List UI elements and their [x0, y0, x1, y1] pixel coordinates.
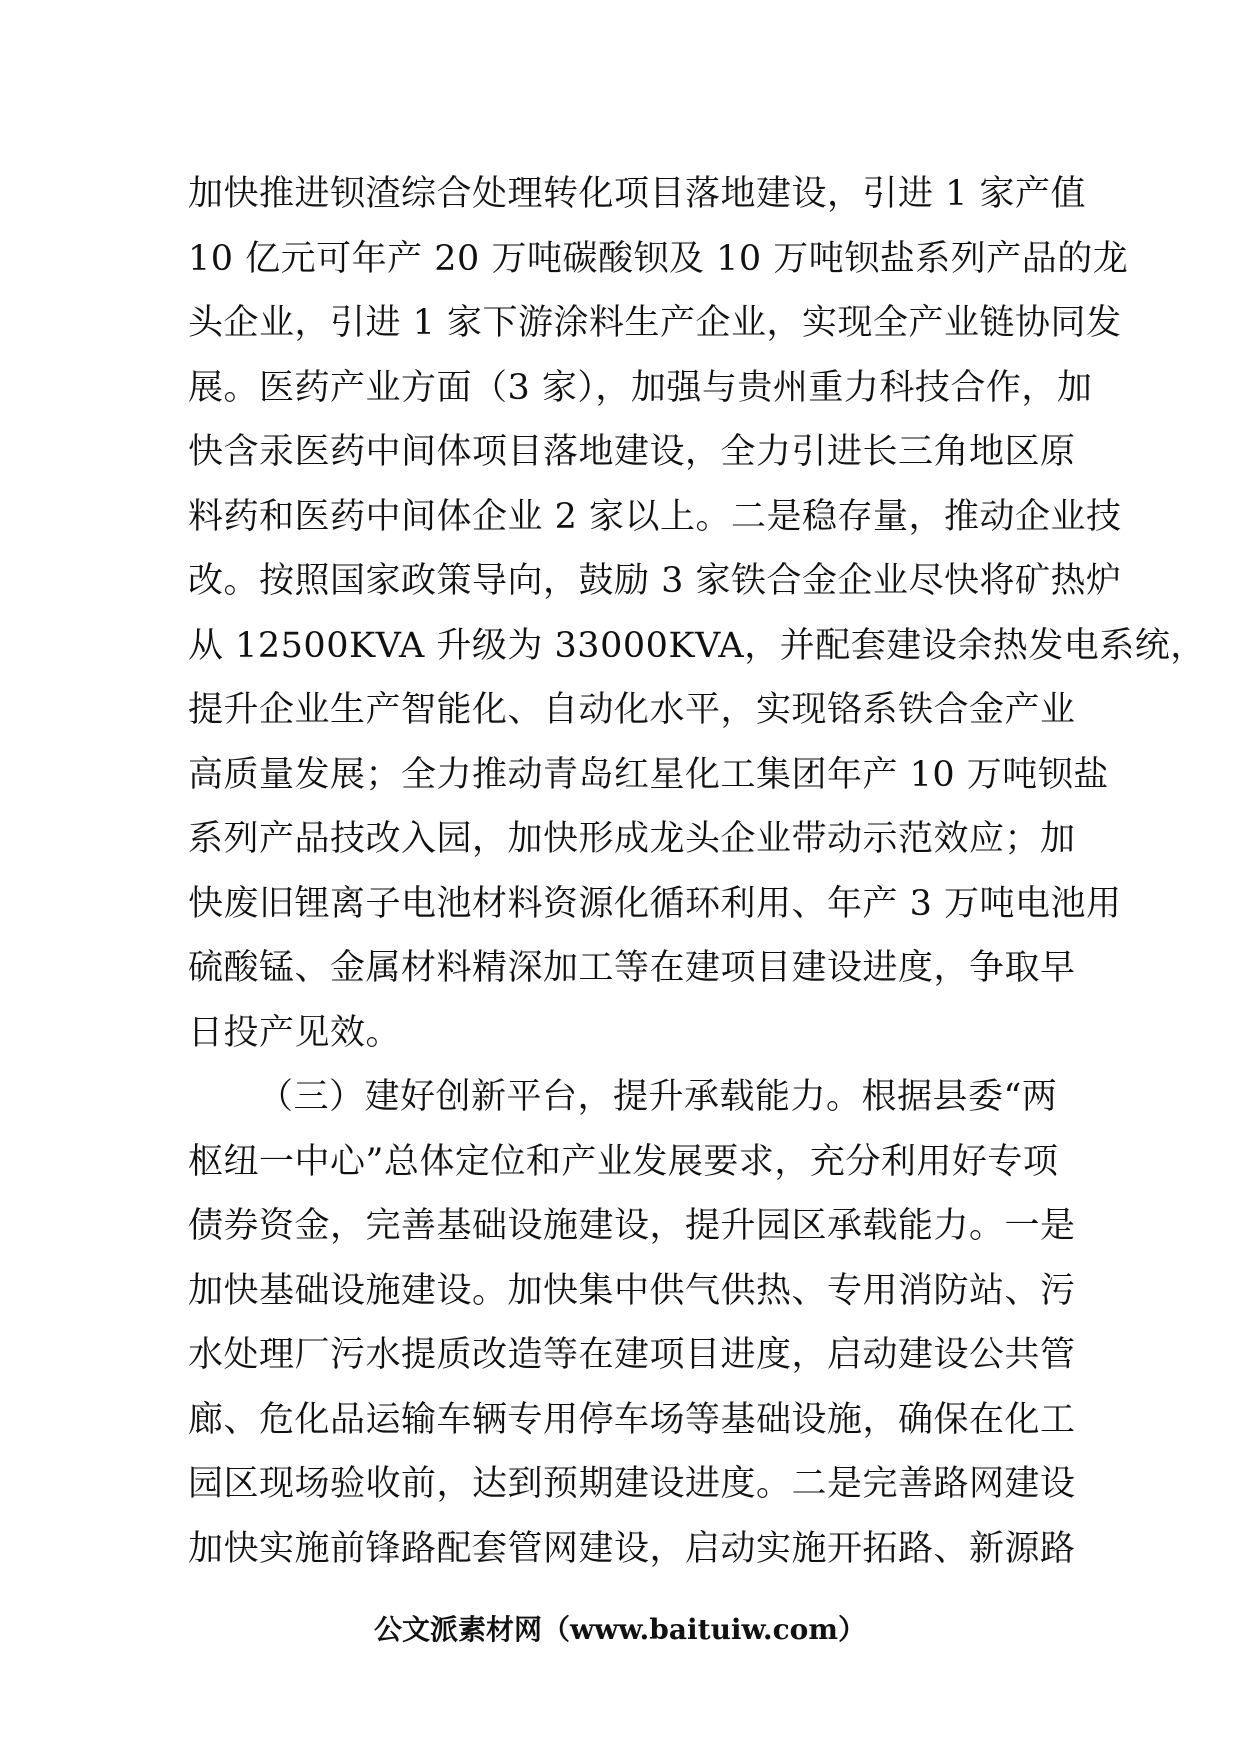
text-line: 提升企业生产智能化、自动化水平，实现铬系铁合金产业	[188, 690, 1076, 730]
text-line: 水处理厂污水提质改造等在建项目进度，启动建设公共管	[188, 1335, 1076, 1375]
text-line: 加快实施前锋路配套管网建设，启动实施开拓路、新源路	[188, 1528, 1076, 1569]
text-line: 改。按照国家政策导向，鼓励 3 家铁合金企业尽快将矿热炉	[188, 561, 1122, 601]
footer-watermark: 公文派素材网（www.baituiw.com）	[374, 1613, 866, 1646]
text-line: 债券资金，完善基础设施建设，提升园区承载能力。一是	[188, 1206, 1076, 1246]
text-line: 从 12500KVA 升级为 33000KVA，并配套建设余热发电系统，	[188, 625, 1206, 666]
text-line: 高质量发展；全力推动青岛红星化工集团年产 10 万吨钡盐	[188, 754, 1109, 795]
text-line: 加快基础设施建设。加快集中供气供热、专用消防站、污	[188, 1270, 1076, 1311]
text-line: 廊、危化品运输车辆专用停车场等基础设施，确保在化工	[188, 1399, 1076, 1440]
text-line: 展。医药产业方面（3 家），加强与贵州重力科技合作，加	[188, 367, 1093, 408]
body-text	[188, 162, 1206, 1581]
text-line: 10 亿元可年产 20 万吨碳酸钡及 10 万吨钡盐系列产品的龙	[188, 238, 1129, 279]
text-line: 快废旧锂离子电池材料资源化循环利用、年产 3 万吨电池用	[188, 883, 1122, 924]
text-line: 系列产品技改入园，加快形成龙头企业带动示范效应；加	[188, 819, 1076, 859]
text-line: 枢纽一中心”总体定位和产业发展要求，充分利用好专项	[188, 1141, 1059, 1182]
text-line: 园区现场验收前，达到预期建设进度。二是完善路网建设	[188, 1464, 1076, 1504]
section-heading-line: （三）建好创新平台，提升承载能力。根据县委“两	[258, 1077, 1058, 1117]
text-line: 硫酸锰、金属材料精深加工等在建项目建设进度，争取早	[188, 948, 1076, 988]
text-line: 日投产见效。	[188, 1012, 402, 1053]
text-line: 加快推进钡渣综合处理转化项目落地建设，引进 1 家产值	[188, 174, 1087, 214]
text-line: 料药和医药中间体企业 2 家以上。二是稳存量，推动企业技	[188, 496, 1122, 537]
text-line: 快含汞医药中间体项目落地建设，全力引进长三角地区原	[188, 432, 1076, 472]
text-line: 头企业，引进 1 家下游涂料生产企业，实现全产业链协同发	[188, 303, 1122, 343]
